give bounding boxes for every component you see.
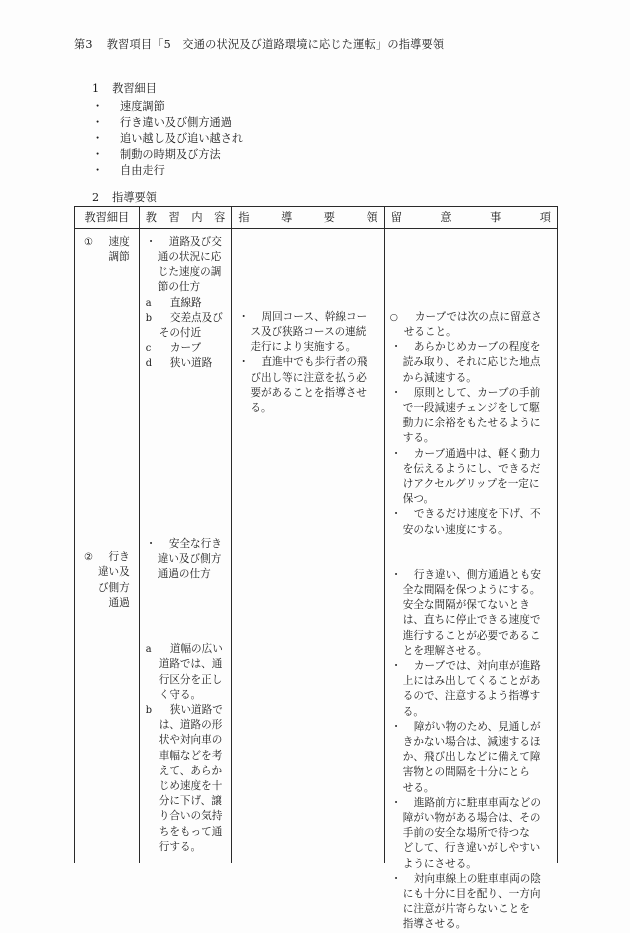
content-line: 通過の仕方	[157, 567, 211, 580]
notes-line: 対向車線上の駐車車両の陰	[413, 872, 541, 885]
bullet-dot-icon: ・	[92, 132, 104, 145]
notes-line: せること。	[403, 325, 457, 338]
spacer	[145, 612, 227, 642]
table-row-detail-2	[80, 550, 134, 611]
guidance-line: 走行により実施する。	[250, 341, 357, 354]
spacer	[390, 538, 552, 568]
section-2-number: 2	[92, 191, 100, 204]
notes-line: する。	[402, 432, 435, 445]
notes-line: は、直ちに停止できる速度で	[402, 614, 541, 627]
content-block	[145, 341, 227, 356]
notes-line: 障がい物のため、見通しが	[413, 720, 541, 733]
spacer	[80, 310, 134, 355]
spacer	[237, 280, 378, 310]
notes-line: から減速する。	[402, 371, 477, 384]
content-block	[145, 642, 227, 703]
notes-block	[390, 796, 552, 872]
item-marker: d	[145, 358, 153, 370]
item-marker: a	[145, 644, 152, 656]
section-1-number: 1	[92, 82, 100, 95]
notes-block	[390, 447, 552, 508]
notes-line: カーブ通過中は、軽く動力	[413, 447, 541, 460]
notes-line: できるだけ速度を下げ、不	[413, 508, 541, 521]
section-1-heading	[92, 80, 243, 96]
bullet-dot-icon: ・	[390, 386, 402, 399]
header-char: 領	[366, 211, 378, 225]
header-char: 項	[539, 211, 551, 225]
table-header-cell-content	[140, 207, 233, 228]
content-line: 狭い道路	[169, 357, 213, 370]
bullet-dot-icon: ・	[390, 659, 402, 672]
notes-block	[390, 720, 552, 796]
bullet-dot-icon: ・	[390, 720, 402, 733]
notes-block	[390, 872, 552, 933]
spacer	[145, 507, 227, 537]
guidance-line: 要があることを指導させ	[250, 386, 367, 399]
spacer	[145, 462, 227, 507]
content-line: えて、あらか	[158, 764, 223, 777]
spacer	[80, 355, 134, 400]
header-char: 内	[191, 211, 203, 225]
notes-line: 原則として、カーブの手前	[413, 386, 541, 399]
notes-block	[390, 507, 552, 537]
guidance-block	[237, 310, 378, 356]
detail-line: 違い及	[97, 566, 130, 579]
notes-line: を伝えるようにし、できるだ	[402, 462, 541, 475]
content-line: は、道路の形	[158, 719, 223, 732]
list-item-label: 追い越し及び追い越され	[120, 132, 244, 145]
content-line: く守る。	[158, 688, 202, 701]
detail-column-cells	[75, 229, 139, 611]
content-block	[145, 356, 227, 371]
content-line: 違い及び側方	[157, 552, 222, 565]
table-row-detail-1	[80, 235, 134, 265]
notes-line: とを理解させる。	[402, 644, 488, 657]
spacer	[80, 535, 134, 550]
content-line: 道路及び交	[168, 235, 222, 248]
bullet-dot-icon: ・	[390, 872, 402, 885]
bullet-dot-icon: ・	[238, 356, 249, 369]
notes-line: 障がい物がある場合は、その	[402, 812, 541, 825]
guidance-line: る。	[250, 401, 272, 414]
bullet-dot-icon: ・	[92, 100, 104, 113]
page-title-text: 教習項目「5 交通の状況及び道路環境に応じた運転」の指導要領	[106, 38, 445, 51]
section-2-title: 指導要領	[112, 191, 157, 204]
content-line: ちをもって通	[158, 825, 223, 838]
bullet-dot-icon: ・	[390, 568, 402, 581]
guidance-table	[74, 206, 558, 931]
detail-line: 調節	[108, 250, 130, 263]
list-item	[92, 99, 243, 115]
table-body	[75, 229, 557, 931]
content-line: り合いの気持	[158, 810, 223, 823]
notes-line: 進路前方に駐車車両などの	[413, 796, 541, 809]
list-item	[92, 131, 243, 147]
header-char: 意	[440, 211, 452, 225]
notes-line: あらかじめカーブの程度を	[413, 341, 541, 354]
content-line: 車幅などを考	[158, 749, 223, 762]
row-marker: ①	[84, 236, 94, 248]
notes-line: る。	[402, 705, 424, 718]
notes-line: けアクセルグリップを一定に	[402, 477, 540, 490]
bullet-dot-icon: ・	[390, 447, 402, 460]
content-block	[145, 703, 227, 855]
content-column-cells	[140, 229, 232, 855]
list-item-label: 自由走行	[120, 164, 165, 177]
notes-block	[390, 568, 552, 659]
list-item	[92, 147, 243, 163]
notes-line: 安のない速度にする。	[402, 523, 509, 536]
notes-line: 全な間隔を保つようにする。	[402, 583, 541, 596]
notes-line: で一段減速チェンジをして駆	[402, 401, 540, 414]
guidance-line: 周回コース、幹線コー	[261, 310, 368, 323]
detail-line: 通過	[108, 596, 130, 609]
table-header-cell-notes	[385, 207, 557, 228]
spacer	[390, 235, 552, 280]
section-1	[92, 80, 243, 179]
guidance-block	[237, 355, 378, 416]
header-char: 容	[214, 211, 226, 225]
guidance-line: 直進中でも歩行者の飛	[261, 356, 368, 369]
item-marker: c	[145, 343, 152, 355]
content-line: 行区分を正し	[158, 673, 223, 686]
notes-line: か、飛び出しなどに備えて障	[402, 751, 541, 764]
notes-line: 進行することが必要であるこ	[402, 629, 541, 642]
header-char: 習	[168, 211, 180, 225]
spacer	[80, 490, 134, 535]
row-marker: ②	[84, 552, 94, 564]
header-char: 事	[490, 211, 502, 225]
content-line: 節の仕方	[157, 281, 201, 294]
notes-line: 保つ。	[402, 493, 435, 506]
notes-line: ようにさせる。	[402, 857, 477, 870]
section-2-heading	[92, 189, 157, 205]
notes-line: 読み取り、それに応じた地点	[402, 356, 541, 369]
header-char: 指	[238, 211, 250, 225]
notes-block	[390, 310, 552, 340]
section-1-title: 教習細目	[112, 82, 157, 95]
detail-line: び側方	[97, 581, 130, 594]
content-line: 行する。	[158, 840, 202, 853]
notes-line: どして、行き違いがしやすい	[402, 842, 541, 855]
table-column-notes	[385, 229, 557, 931]
notes-line: 動力に余裕をもたせるように	[402, 417, 541, 430]
content-line: じめ速度を十	[158, 779, 223, 792]
header-char: 導	[281, 211, 293, 225]
content-line: 分に下げ、譲	[158, 795, 222, 808]
item-marker: b	[145, 704, 153, 716]
bullet-dot-icon: ・	[145, 537, 157, 550]
spacer	[390, 280, 552, 310]
spacer	[80, 265, 134, 310]
notes-line: にも十分に目を配り、一方向	[402, 888, 541, 901]
bullet-dot-icon: ・	[145, 235, 157, 248]
content-line: 通の状況に応	[157, 250, 222, 263]
notes-line: 安全な間隔が保てないとき	[402, 599, 530, 612]
notes-line: るので、注意するよう指導す	[402, 690, 541, 703]
page-title	[74, 36, 444, 52]
list-item-label: 行き違い及び側方通過	[120, 116, 232, 129]
item-marker: b	[145, 312, 153, 324]
list-item	[92, 115, 243, 131]
training-detail-list	[92, 99, 243, 179]
content-block	[145, 296, 227, 311]
table-column-detail	[75, 229, 140, 863]
notes-line: カーブでは次の点に留意さ	[414, 310, 542, 323]
section-label: 第3	[74, 38, 93, 51]
notes-block	[390, 659, 552, 720]
bullet-dot-icon: ・	[92, 148, 104, 161]
detail-line: 行き	[108, 551, 130, 564]
table-header-cell-detail	[75, 207, 140, 228]
header-label-detail: 教習細目	[84, 211, 130, 225]
content-line: 交差点及び	[169, 311, 223, 324]
guidance-line: ス及び狭路コースの連続	[250, 325, 367, 338]
header-label-guidance	[232, 207, 383, 228]
table-header-cell-guidance	[232, 207, 384, 228]
detail-line: 速度	[108, 235, 130, 248]
circle-marker-icon: ○	[389, 311, 398, 323]
spacer	[80, 400, 134, 445]
header-char: 留	[390, 211, 402, 225]
spacer	[145, 417, 227, 462]
bullet-dot-icon: ・	[92, 116, 104, 129]
content-line: 状や対向車の	[158, 734, 223, 747]
notes-line: 上にはみ出してくることがあ	[402, 675, 541, 688]
content-line: じた速度の調	[157, 266, 222, 279]
guidance-line: び出し等に注意を払う必	[250, 371, 367, 384]
content-block	[145, 311, 227, 341]
notes-line: きかない場合は、減速するほ	[402, 736, 541, 748]
notes-line: 手前の安全な場所で待つな	[402, 827, 530, 840]
notes-block	[390, 386, 552, 447]
spacer	[145, 372, 227, 417]
notes-block	[390, 340, 552, 386]
table-header-row	[75, 207, 557, 229]
item-marker: a	[145, 297, 152, 309]
guidance-column-cells	[232, 229, 383, 416]
notes-line: カーブでは、対向車が進路	[413, 659, 541, 672]
table-column-guidance	[232, 229, 384, 863]
bullet-dot-icon: ・	[390, 796, 402, 809]
content-line: 狭い道路で	[169, 703, 223, 716]
content-line: 道路では、通	[158, 658, 223, 671]
spacer	[145, 582, 227, 612]
content-line: その付近	[158, 326, 202, 339]
table-column-content	[140, 229, 233, 863]
content-line: カーブ	[169, 342, 202, 355]
content-block	[145, 537, 227, 583]
bullet-dot-icon: ・	[238, 310, 249, 323]
content-line: 道幅の広い	[169, 643, 223, 656]
spacer	[237, 235, 378, 280]
notes-column-cells	[385, 229, 557, 933]
spacer	[80, 445, 134, 490]
content-line: 安全な行き	[168, 537, 222, 550]
header-label-content	[140, 207, 232, 228]
notes-line: に注意が片寄らないことを	[402, 903, 530, 916]
notes-line: 害物との間隔を十分にとら	[402, 766, 530, 779]
bullet-dot-icon: ・	[390, 341, 402, 354]
header-label-notes	[385, 207, 557, 228]
header-char: 要	[323, 211, 335, 225]
bullet-dot-icon: ・	[390, 508, 402, 521]
notes-line: 行き違い、側方通過とも安	[413, 568, 541, 581]
content-block	[145, 235, 227, 296]
list-item-label: 速度調節	[120, 100, 165, 113]
content-line: 直線路	[169, 296, 202, 309]
list-item-label: 制動の時期及び方法	[120, 148, 221, 161]
header-char: 教	[145, 211, 157, 225]
notes-line: せる。	[402, 781, 435, 794]
bullet-dot-icon: ・	[92, 164, 104, 177]
list-item	[92, 163, 243, 179]
notes-line: 指導させる。	[402, 918, 467, 931]
